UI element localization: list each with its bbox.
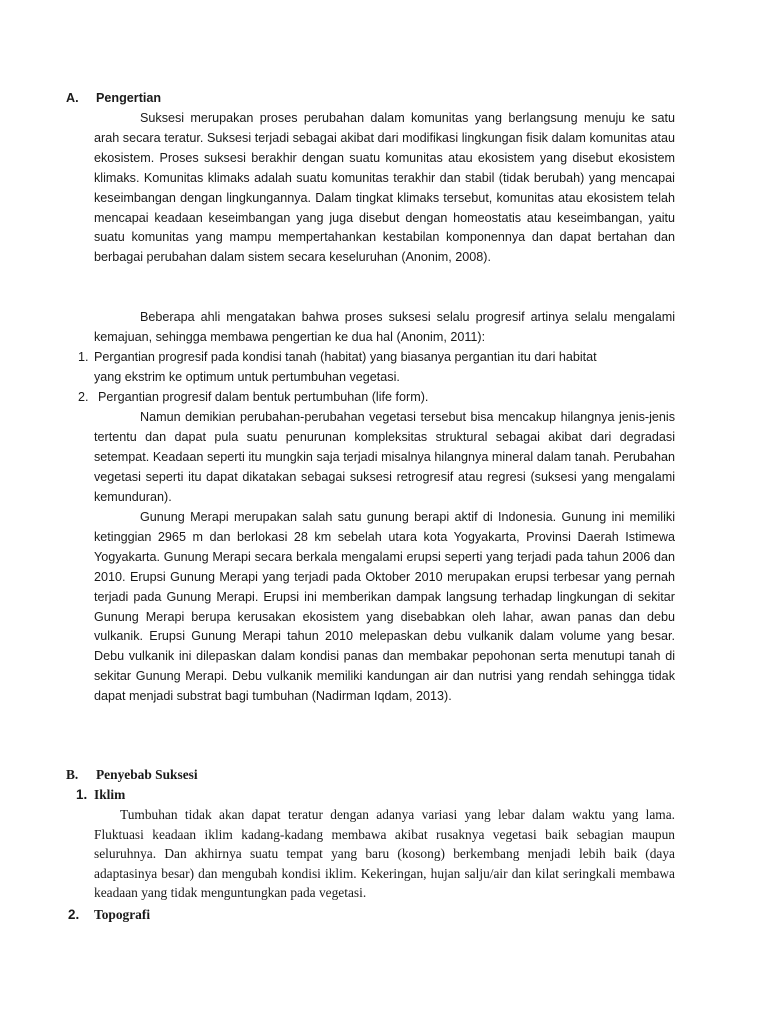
section-b-heading (66, 765, 198, 785)
list-number: 1. (78, 350, 89, 364)
subheading-topografi (68, 905, 150, 925)
paragraph-merapi: Gunung Merapi merupakan salah satu gunung berapi aktif di Indonesia. Gunung ini memiliki ketinggian 2965 m dan berlokasi 28 km sebelah utara kota Yogyakarta, Provinsi Daerah Istimewa Yogyakarta. Gunung Merapi secara berkala mengalami erupsi seperti yang terjadi pada tahun 2006 dan 2010. Erupsi Gunung Merapi yang terjadi pada Oktober 2010 merupakan erupsi terbesar yang pernah terjadi pada Gunung Merapi. Erupsi ini memberikan dampak langsung terhadap lingkungan di sekitar Gunung Merapi berupa kerusakan ekosistem yang disebabkan oleh lahar, awan panas dan debu vulkanik. Erupsi Gunung Merapi tahun 2010 melepaskan debu vulkanik dalam volume yang besar. Debu vulkanik ini dilepaskan dalam kondisi panas dan membakar pepohonan serta menutupi tanah di sekitar Gunung Merapi. Debu vulkanik memiliki kandungan air dan nutrisi yang rendah sehingga tidak dapat menjadi substrat bagi tumbuhan (Nadirman Iqdam, 2013). (94, 510, 675, 704)
subheading-iklim (76, 785, 125, 805)
list-item (78, 388, 428, 408)
subheading-title: Topografi (94, 907, 151, 922)
subheading-number: 1. (76, 787, 88, 802)
section-a-letter: A. (66, 91, 79, 105)
section-b-letter: B. (66, 767, 79, 782)
list-text: Pergantian progresif dalam bentuk pertumbuhan (life form). (98, 390, 429, 404)
list-item (78, 348, 597, 368)
section-b-title: Penyebab Suksesi (96, 767, 198, 782)
list-text: Pergantian progresif pada kondisi tanah (habitat) yang biasanya pergantian itu dari habitat (94, 350, 597, 364)
section-a-title: Pengertian (96, 91, 162, 105)
paragraph-pengertian-1: Suksesi merupakan proses perubahan dalam komunitas yang berlangsung menuju ke satu arah secara teratur. Suksesi terjadi sebagai akibat dari modifikasi lingkungan fisik dalam komunitas atau ekosistem. Proses suksesi berakhir dengan suatu komunitas atau ekosistem yang disebut ekosistem klimaks. Komunitas klimaks adalah suatu komunitas terakhir dan stabil (tidak berubah) yang mencapai keseimbangan dengan lingkungannya. Dalam tingkat klimaks tersebut, komunitas atau ekosistem telah mencapai keadaan keseimbangan yang juga disebut dengan homeostatis atau keseimbangan, yaitu suatu komunitas yang mampu mempertahankan kestabilan komponennya dan dapat bertahan dan berbagai perubahan dalam sistem secara keseluruhan (Anonim, 2008). (94, 111, 675, 265)
paragraph-pengertian-2: Beberapa ahli mengatakan bahwa proses suksesi selalu progresif artinya selalu mengalami kemajuan, sehingga membawa pengertian ke dua hal (Anonim, 2011): (94, 310, 675, 344)
list-item-continuation: yang ekstrim ke optimum untuk pertumbuhan vegetasi. (94, 370, 400, 384)
section-a-heading (66, 89, 161, 109)
paragraph-regresi: Namun demikian perubahan-perubahan vegetasi tersebut bisa mencakup hilangnya jenis-jenis tertentu dan dapat pula suatu penurunan kompleksitas struktural sebagai akibat dari degradasi setempat. Keadaan seperti itu mungkin saja terjadi misalnya hilangnya mineral dalam tanah. Perubahan vegetasi seperti itu dapat dikatakan sebagai suksesi retrogresif atau regresi (suksesi yang mengalami kemunduran). (94, 410, 675, 504)
paragraph-iklim: Tumbuhan tidak akan dapat teratur dengan adanya variasi yang lebar dalam waktu yang lama. Fluktuasi keadaan iklim kadang-kadang membawa akibat rusaknya vegetasi baik sebagian maupun seluruhnya. Dan akhirnya suatu tempat yang baru (kosong) berkembang menjadi lebih baik (daya adaptasinya besar) dan mengubah kondisi iklim. Kekeringan, hujan salju/air dan kilat seringkali membawa keadaan yang tidak menguntungkan pada vegetasi. (94, 807, 675, 901)
subheading-number: 2. (68, 907, 80, 922)
subheading-title: Iklim (94, 787, 126, 802)
list-number: 2. (78, 390, 89, 404)
